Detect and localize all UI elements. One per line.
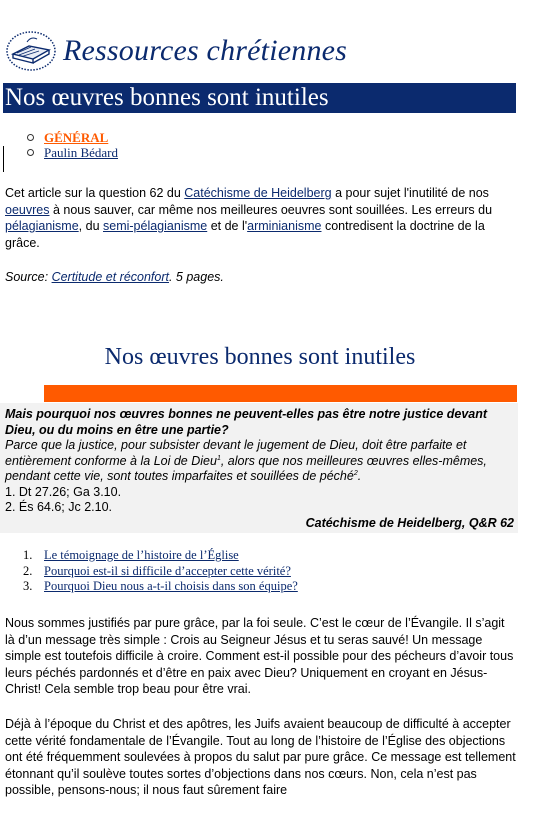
article-heading: Nos œuvres bonnes sont inutiles (104, 344, 416, 370)
catechism-box (0, 403, 518, 533)
category-link-general[interactable]: GÉNÉRAL (44, 130, 109, 145)
catechism-source: Catéchisme de Heidelberg, Q&R 62 (305, 515, 514, 530)
catechism-question: Mais pourquoi nos œuvres bonnes ne peuvent-elles pas être notre justice devant Dieu, ou du moins en être une partie? (5, 407, 488, 437)
body-paragraph-2: Déjà à l’époque du Christ et des apôtres, les Juifs avaient beaucoup de difficulté à accepter cette vérité fondamentale de l’Évangile. Tout au long de l’histoire de l’Église des objections ont été fréquemment soulevées à propos du salut par pure grâce. Ce message est tellement étonnant qu’il soulève toutes sortes d’objections dans nos cœurs. Non, cela n’est pas possible, pensons-nous; il nous faut sûrement faire (5, 717, 516, 797)
toc-number: 1. (23, 548, 33, 562)
link-oeuvres[interactable]: oeuvres (5, 202, 50, 217)
link-pelagianisme[interactable]: pélagianisme (5, 219, 79, 233)
catechism-answer (5, 438, 514, 485)
toc-number: 2. (23, 563, 33, 578)
category-list (27, 130, 118, 160)
accent-bar (44, 385, 517, 402)
intro-text: contredisent la doctrine de la grâce. (5, 219, 485, 250)
category-link-author[interactable]: Paulin Bédard (44, 145, 119, 160)
source-line (5, 269, 517, 286)
answer-text: . (357, 469, 362, 483)
footnote-marker: 2 (353, 469, 358, 477)
intro-text: à nous sauver, car même nos meilleures oeuvres sont souillées. Les erreurs du (49, 202, 493, 217)
toc-item (23, 548, 298, 564)
link-semi-pelagianisme[interactable]: semi-pélagianisme (103, 219, 208, 233)
toc-link-2[interactable]: Pourquoi est-il si difficile d’accepter cette vérité? (44, 563, 291, 578)
answer-text: , alors que nos meilleures œuvres elles-mêmes, pendant cette vie, sont toutes imparfaites et souillées de péché (5, 453, 487, 483)
intro-text: et de l' (207, 219, 248, 233)
category-item-general (27, 130, 118, 145)
toc-item (23, 579, 298, 595)
book-logo-icon (5, 30, 57, 72)
source-link[interactable]: Certitude et réconfort (51, 270, 169, 284)
body-paragraph-1: Nous sommes justifiés par pure grâce, par la foi seule. C’est le cœur de l’Évangile. Il s’agit là d’un message très simple : Crois au Seigneur Jésus et tu seras sauvé! Un message simple est toutefois difficile à croire. Comment est-il possible pour des pécheurs d’avoir tous leurs péchés pardonnés et d’être en paix avec Dieu? Uniquement en croyant en Jésus-Christ! Cela semble trop beau pour être vrai. (5, 616, 514, 696)
link-heidelberg[interactable]: Catéchisme de Heidelberg (184, 186, 332, 200)
intro-text: a pour sujet l'inutilité de nos (331, 186, 489, 200)
source-label: Source: (5, 270, 52, 284)
site-logo[interactable] (5, 30, 347, 72)
intro-text: , du (78, 219, 103, 233)
table-of-contents (23, 548, 298, 595)
category-item-author (27, 145, 118, 160)
intro-text: Cet article sur la question 62 du (5, 186, 185, 200)
circle-bullet-icon (27, 149, 34, 156)
site-name[interactable]: Ressources chrétiennes (63, 34, 348, 67)
circle-bullet-icon (27, 134, 34, 141)
source-suffix: . 5 pages. (168, 270, 224, 284)
footnote-1: 1. Dt 27.26; Ga 3.10. (5, 484, 122, 499)
toc-number: 3. (23, 579, 33, 593)
page-title: Nos œuvres bonnes sont inutiles (3, 83, 516, 113)
toc-item (23, 564, 298, 580)
toc-link-1[interactable]: Le témoignage de l’histoire de l’Église (44, 548, 239, 562)
intro-paragraph (5, 185, 517, 251)
footnote-marker: 1 (216, 454, 221, 462)
footnote-2: 2. És 64.6; Jc 2.10. (5, 500, 113, 514)
toc-link-3[interactable]: Pourquoi Dieu nous a-t-il choisis dans son équipe? (44, 579, 298, 593)
link-arminianisme[interactable]: arminianisme (247, 219, 322, 233)
answer-text: Parce que la justice, pour subsister devant le jugement de Dieu, doit être parfaite et entièrement conforme à la Loi de Dieu (5, 438, 467, 468)
category-divider (3, 146, 4, 172)
